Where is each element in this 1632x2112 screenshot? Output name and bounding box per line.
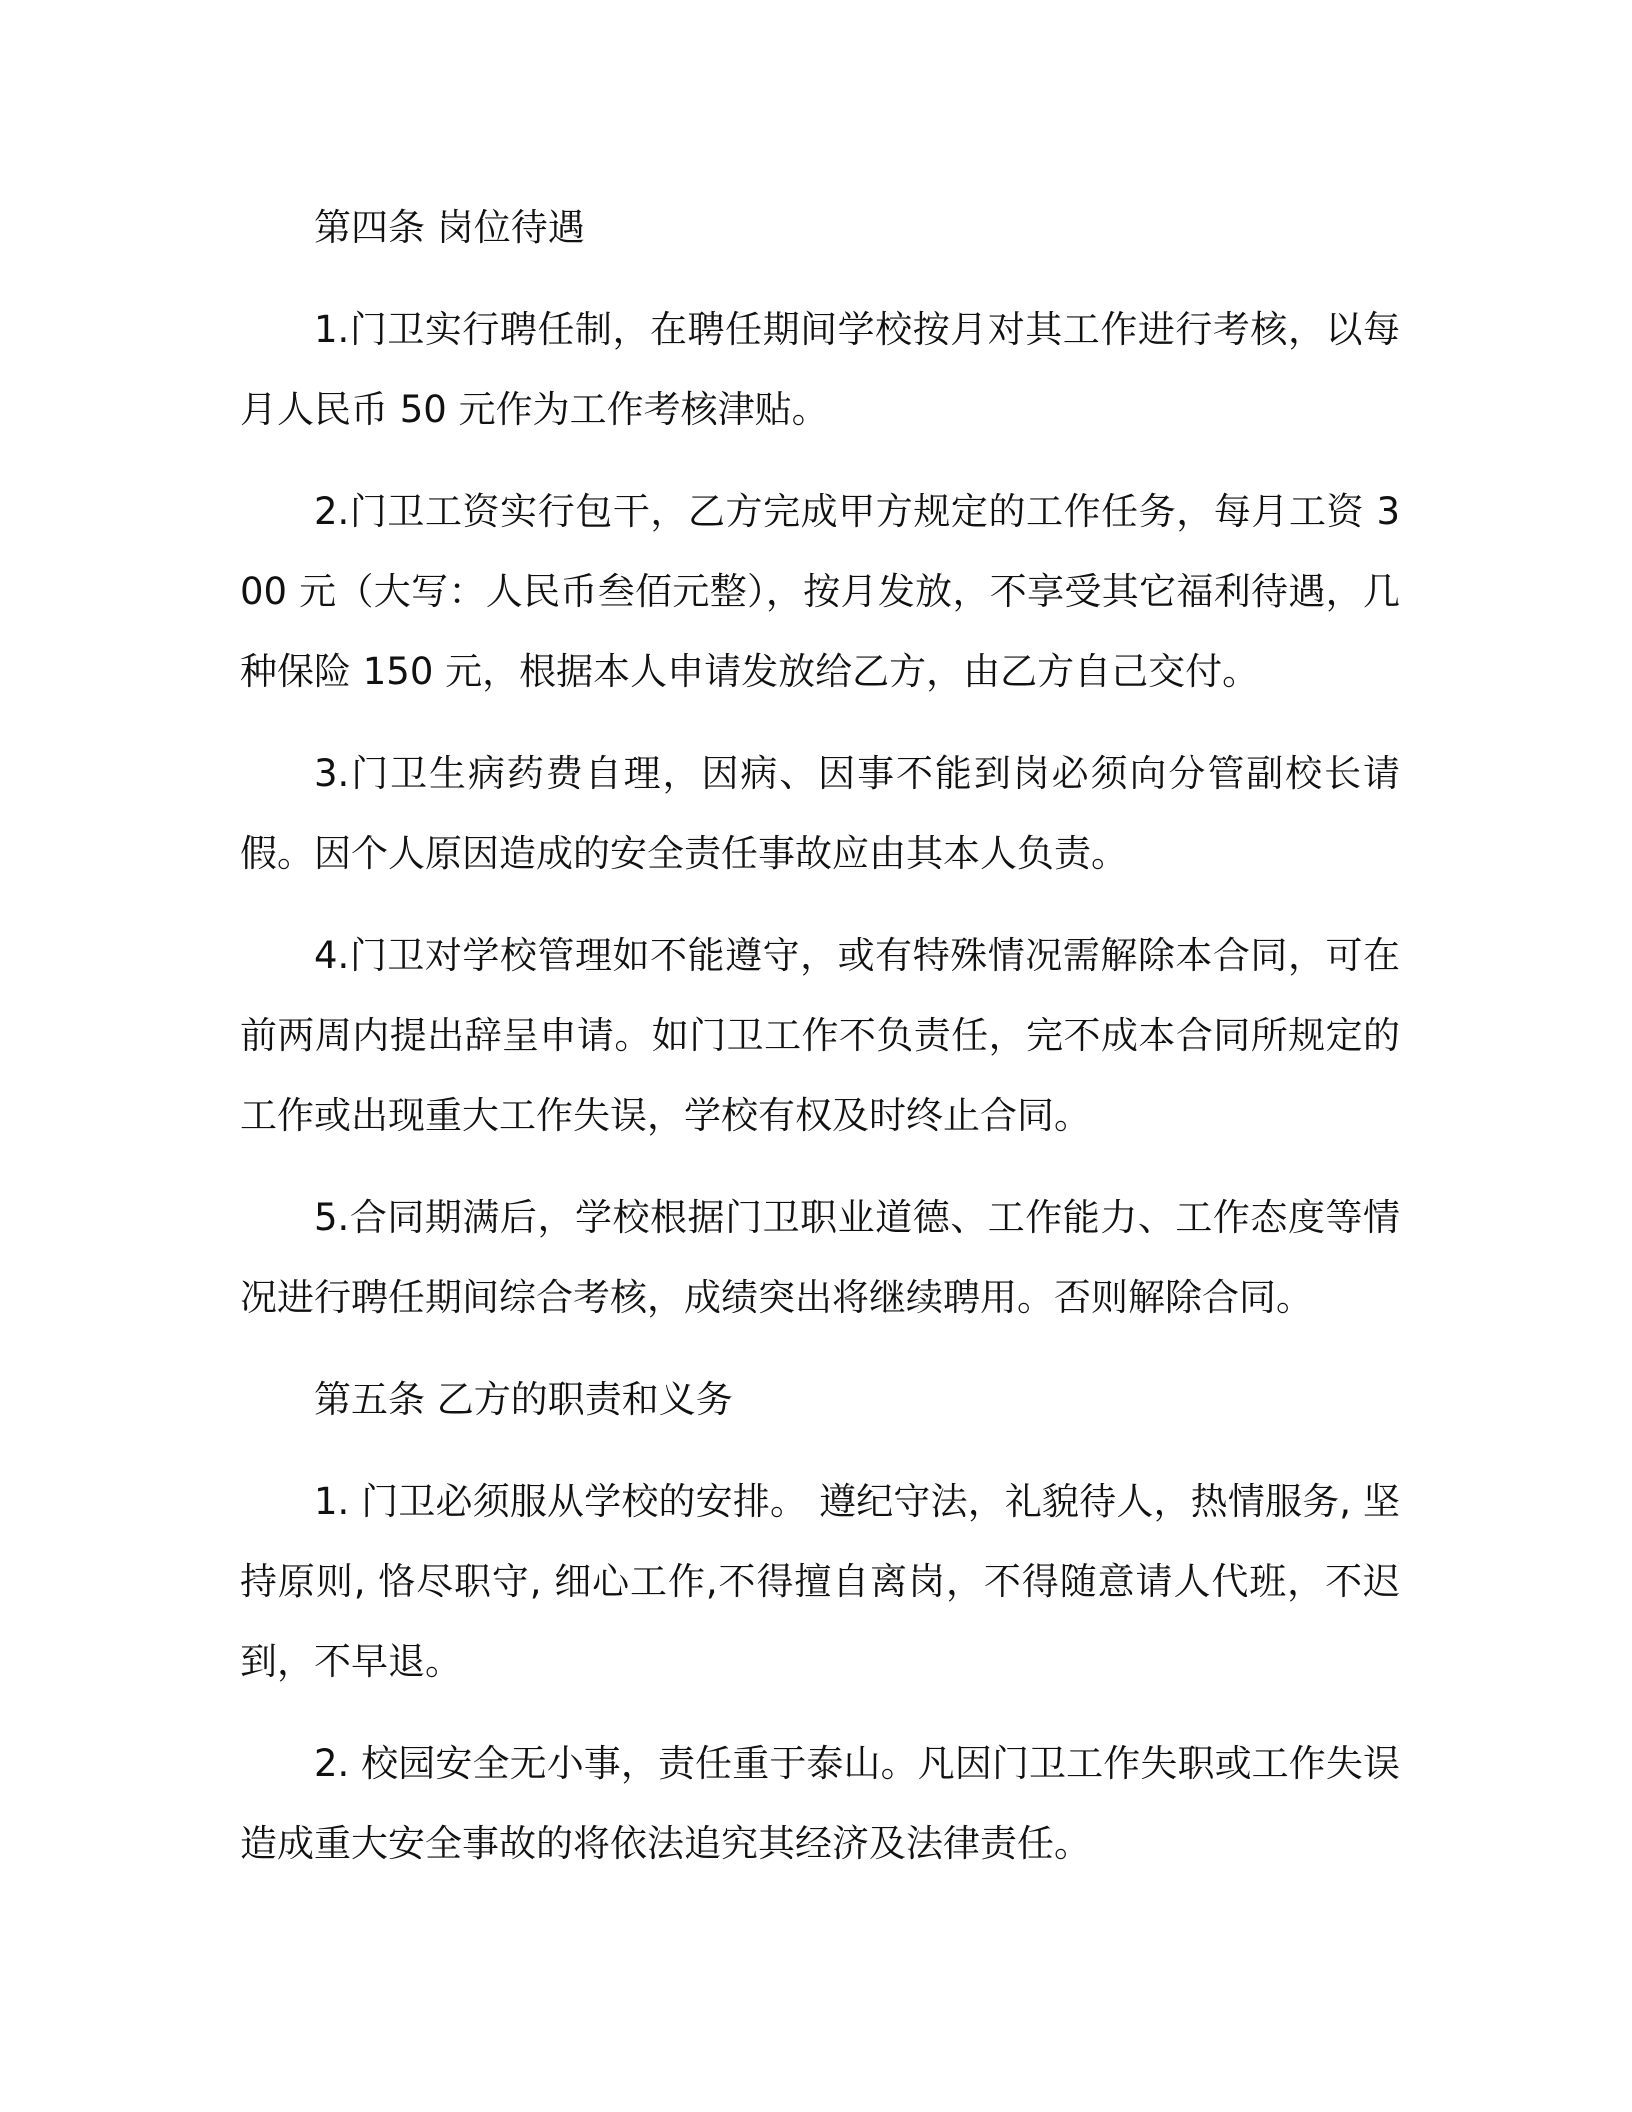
article-4-item-3: 3.门卫生病药费自理，因病、因事不能到岗必须向分管副校长请假。因个人原因造成的安全责任事故应由其本人负责。 [240, 752, 1400, 875]
article-5-item-2: 2. 校园安全无小事，责任重于泰山。凡因门卫工作失职或工作失误造成重大安全事故的将依法追究其经济及法律责任。 [240, 1742, 1400, 1865]
document-body [240, 188, 1400, 1906]
article-4-item-1: 1.门卫实行聘任制，在聘任期间学校按月对其工作进行考核，以每月人民币 50 元作为工作考核津贴。 [240, 308, 1400, 431]
article-4-item-4: 4.门卫对学校管理如不能遵守，或有特殊情况需解除本合同，可在前两周内提出辞呈申请。如门卫工作不负责任，完不成本合同所规定的工作或出现重大工作失误，学校有权及时终止合同。 [240, 934, 1400, 1137]
article-4-item-2: 2.门卫工资实行包干，乙方完成甲方规定的工作任务，每月工资 300 元（大写：人民币叁佰元整），按月发放，不享受其它福利待遇，几种保险 150 元，根据本人申请发放给乙方，由乙方自己交付。 [240, 490, 1400, 693]
section-heading-article-5: 第五条 乙方的职责和义务 [314, 1378, 733, 1421]
section-heading-article-4: 第四条 岗位待遇 [314, 206, 585, 249]
article-4-item-5: 5.合同期满后，学校根据门卫职业道德、工作能力、工作态度等情况进行聘任期间综合考核，成绩突出将继续聘用。否则解除合同。 [240, 1196, 1400, 1319]
article-5-item-1: 1. 门卫必须服从学校的安排。 遵纪守法，礼貌待人，热情服务, 坚持原则, 恪尽职守, 细心工作,不得擅自离岗，不得随意请人代班，不迟到，不早退。 [240, 1480, 1400, 1683]
